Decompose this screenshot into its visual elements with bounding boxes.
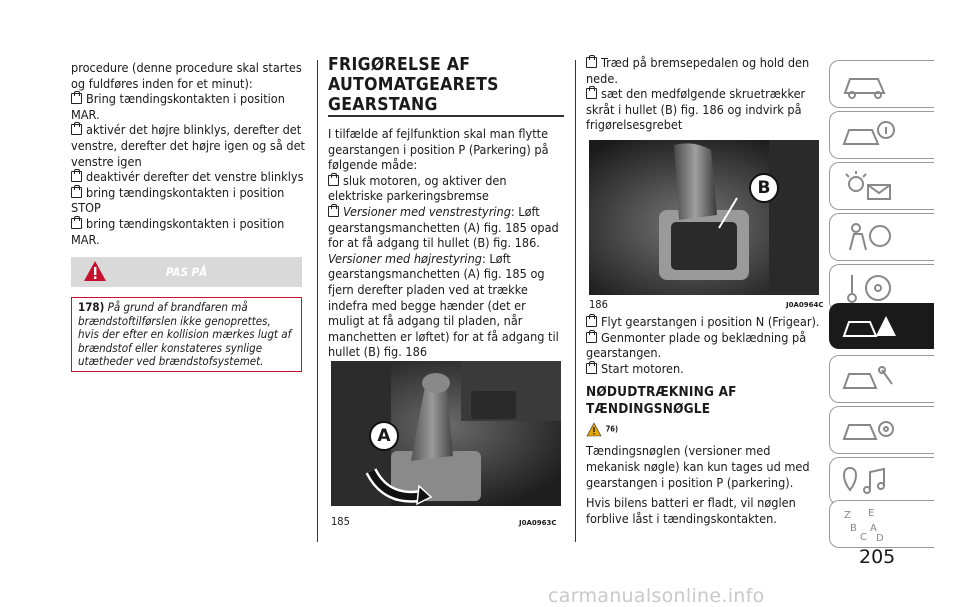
figure-number: 185 bbox=[331, 515, 350, 528]
section-heading: NØDUDTRÆKNING AF TÆNDINGSNØGLE bbox=[586, 384, 737, 418]
svg-text:Z: Z bbox=[844, 510, 851, 521]
list-item: aktivér det højre blinklys, derefter det venstre, derefter det højre igen og så det venstre igen bbox=[71, 122, 305, 169]
tab-technical[interactable] bbox=[829, 406, 934, 454]
car-dashboard-icon bbox=[840, 67, 890, 101]
figure-number: 186 bbox=[589, 298, 608, 311]
seatbelt-airbag-icon bbox=[840, 220, 900, 254]
figure-186-photo bbox=[589, 140, 819, 295]
watermark: carmanualsonline.info bbox=[548, 585, 765, 607]
bullet-icon bbox=[586, 363, 597, 374]
list-item: bring tændingskontakten i position STOP bbox=[71, 184, 285, 216]
list-item: Flyt gearstangen i position N (Frigear). bbox=[586, 314, 822, 330]
page-number: 205 bbox=[859, 546, 896, 568]
bullet-icon bbox=[586, 57, 597, 68]
column-3-lower bbox=[586, 314, 822, 526]
column-1 bbox=[71, 60, 307, 247]
index-letters-icon bbox=[840, 507, 900, 547]
warning-number: 178) bbox=[78, 300, 105, 314]
warning-box bbox=[71, 297, 302, 372]
tab-info[interactable] bbox=[829, 111, 934, 159]
column-divider bbox=[575, 60, 576, 542]
figure-code: J0A0963C bbox=[519, 519, 557, 527]
tab-safety[interactable] bbox=[829, 213, 934, 261]
warning-triangle-icon bbox=[586, 422, 602, 437]
bullet-icon bbox=[71, 124, 82, 135]
wrench-steering-icon bbox=[840, 271, 900, 305]
list-item: Træd på bremsepedalen og hold den nede. bbox=[586, 55, 810, 86]
tab-service[interactable] bbox=[829, 355, 934, 403]
map-music-icon bbox=[840, 464, 900, 498]
svg-text:B: B bbox=[850, 523, 857, 534]
warning-header bbox=[71, 257, 302, 287]
tab-multimedia[interactable] bbox=[829, 457, 934, 505]
section-heading: FRIGØRELSE AF AUTOMATGEARETS GEARSTANG bbox=[328, 55, 564, 117]
figure-label-a: A bbox=[369, 421, 399, 451]
bullet-icon bbox=[71, 93, 82, 104]
list-item: Start motoren. bbox=[586, 361, 822, 377]
tab-lights[interactable] bbox=[829, 162, 934, 210]
bullet-icon bbox=[71, 187, 82, 198]
tab-dashboard[interactable] bbox=[829, 60, 934, 108]
car-service-icon bbox=[840, 362, 900, 396]
figure-code: J0A0964C bbox=[786, 301, 824, 309]
list-item: sluk motoren, og aktiver den elektriske parkeringsbremse bbox=[328, 172, 507, 204]
intro-text: I tilfælde af fejlfunktion skal man flytte gearstangen i position P (Parkering) på følgende måde: bbox=[328, 126, 549, 173]
warning-text: På grund af brandfaren må brændstoftilførslen ikke genoprettes, hvis der efter en kollision mærkes lugt af brændstof eller konstateres synlige utætheder ved brændstofsystemet. bbox=[78, 300, 292, 368]
bullet-icon bbox=[586, 316, 597, 327]
column-3 bbox=[586, 55, 822, 133]
list-item: bring tændingskontakten i position MAR. bbox=[71, 215, 285, 247]
list-item: sæt den medfølgende skruetrækker skråt i hullet (B) fig. 186 og indvirk på frigørelsesgrebet bbox=[586, 86, 806, 133]
column-divider bbox=[317, 60, 318, 542]
warning-title: PAS PÅ bbox=[165, 265, 208, 279]
bullet-icon bbox=[586, 88, 597, 99]
figure-label-b: B bbox=[749, 173, 779, 203]
paragraph: Hvis bilens batteri er fladt, vil nøglen forblive låst i tændingskontakten. bbox=[586, 495, 796, 526]
list-item: Bring tændingskontakten i position MAR. bbox=[71, 91, 285, 122]
svg-text:E: E bbox=[868, 508, 875, 519]
bullet-icon bbox=[328, 206, 339, 217]
tab-index[interactable] bbox=[829, 500, 934, 548]
car-info-icon bbox=[840, 118, 900, 152]
car-warning-icon bbox=[840, 310, 900, 344]
svg-text:C: C bbox=[860, 532, 867, 543]
bullet-icon bbox=[71, 171, 82, 182]
column-2 bbox=[328, 55, 564, 360]
lights-mail-icon bbox=[840, 169, 900, 203]
bullet-icon bbox=[586, 332, 597, 343]
list-item: deaktivér derefter det venstre blinklys bbox=[71, 169, 307, 185]
list-item: Genmonter plade og beklædning på gearstangen. bbox=[586, 329, 807, 361]
svg-text:A: A bbox=[870, 523, 877, 534]
warning-ref: 76) bbox=[586, 421, 822, 439]
paragraph: Tændingsnøglen (versioner med mekanisk nøgle) kan kun tages ud med gearstangen i position P (parkering). bbox=[586, 443, 810, 490]
figure-185-photo bbox=[331, 361, 561, 506]
car-gear-icon bbox=[840, 413, 900, 447]
svg-text:D: D bbox=[876, 533, 884, 544]
bullet-icon bbox=[71, 218, 82, 229]
tab-emergency[interactable] bbox=[829, 303, 934, 349]
intro-text: procedure (denne procedure skal startes og fuldføres inden for et minut): bbox=[71, 60, 302, 91]
bullet-icon bbox=[328, 175, 339, 186]
list-item: Versioner med venstrestyring: Løft gearstangsmanchetten (A) fig. 185 opad for at få adgang til hullet (B) fig. 186. Versioner med højrestyring: Løft gearstangsmanchetten (A) fig. 185 og fjern derefter pladen ved at trække indefra med begge hænder (det er muligt at få adgang til pladen, når manchetten er løftet) for at få adgang til hullet (B) fig. 186 bbox=[328, 203, 559, 360]
